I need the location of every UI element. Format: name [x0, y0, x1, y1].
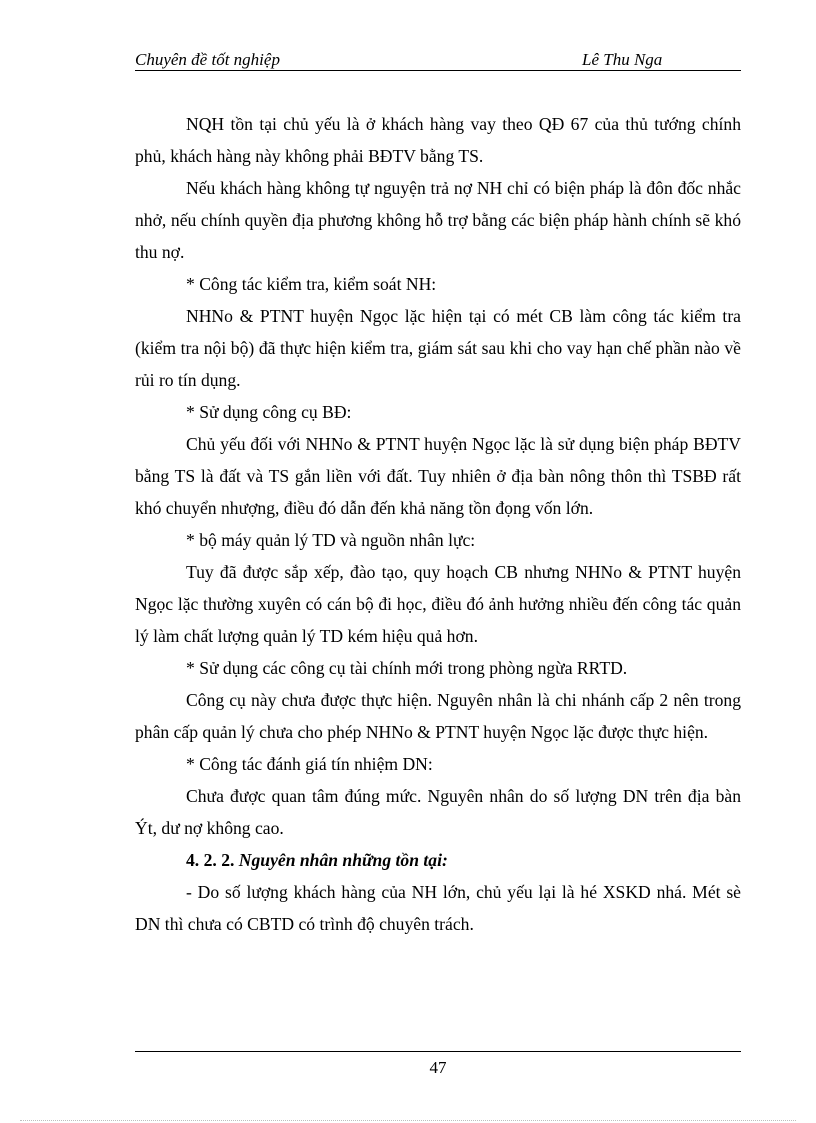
paragraph: * Công tác đánh giá tín nhiệm DN:: [186, 754, 433, 774]
paragraph: NHNo & PTNT huyện Ngọc lặc hiện tại có mét CB làm công tác kiểm tra (kiểm tra nội bộ) đã thực hiện kiểm tra, giám sát sau khi cho vay hạn chế phần nào về rủi ro tín dụng.: [135, 306, 741, 390]
paragraph: * Sử dụng các công cụ tài chính mới trong phòng ngừa RRTD.: [186, 658, 628, 678]
paragraph: Nếu khách hàng không tự nguyện trả nợ NH chỉ có biện pháp là đôn đốc nhắc nhở, nếu chính quyền địa phương không hỗ trợ bằng các biện pháp hành chính sẽ khó thu nợ.: [135, 178, 741, 262]
page-header: [135, 50, 741, 71]
paragraph: NQH tồn tại chủ yếu là ở khách hàng vay theo QĐ 67 của thủ tướng chính phủ, khách hàng này không phải BĐTV bằng TS.: [135, 114, 741, 166]
header-title: Chuyên đề tốt nghiệp: [135, 50, 280, 69]
paragraph: Công cụ này chưa được thực hiện. Nguyên nhân là chi nhánh cấp 2 nên trong phân cấp quản lý chưa cho phép NHNo & PTNT huyện Ngọc lặc được thực hiện.: [135, 690, 741, 742]
footer-divider: [135, 1051, 741, 1052]
paragraph: Chủ yếu đối với NHNo & PTNT huyện Ngọc lặc là sử dụng biện pháp BĐTV bằng TS là đất và TS gắn liền với đất. Tuy nhiên ở địa bàn nông thôn thì TSBĐ rất khó chuyển nhượng, điều đó dẫn đến khả năng tồn đọng vốn lớn.: [135, 434, 741, 518]
page-edge-divider: [20, 1120, 796, 1121]
paragraph: Tuy đã được sắp xếp, đào tạo, quy hoạch CB nhưng NHNo & PTNT huyện Ngọc lặc thường xuyên có cán bộ đi học, điều đó ảnh hưởng nhiều đến công tác quản lý làm chất lượng quản lý TD kém hiệu quả hơn.: [135, 562, 741, 646]
header-author: Lê Thu Nga: [582, 50, 663, 69]
paragraph: * Sử dụng công cụ BĐ:: [186, 402, 352, 422]
paragraph: * bộ máy quản lý TD và nguồn nhân lực:: [186, 530, 476, 550]
page-number: 47: [429, 1058, 447, 1077]
page-body: [135, 108, 741, 940]
paragraph: * Công tác kiểm tra, kiểm soát NH:: [186, 274, 437, 294]
section-heading: [135, 844, 741, 876]
paragraph: - Do số lượng khách hàng của NH lớn, chủ yếu lại là hé XSKD nhá. Mét sè DN thì chưa có CBTD có trình độ chuyên trách.: [135, 882, 741, 934]
section-number: 4. 2. 2.: [186, 850, 235, 870]
section-title: Nguyên nhân những tồn tại:: [238, 850, 448, 870]
paragraph: Chưa được quan tâm đúng mức. Nguyên nhân do số lượng DN trên địa bàn Ýt, dư nợ không cao.: [135, 786, 741, 838]
